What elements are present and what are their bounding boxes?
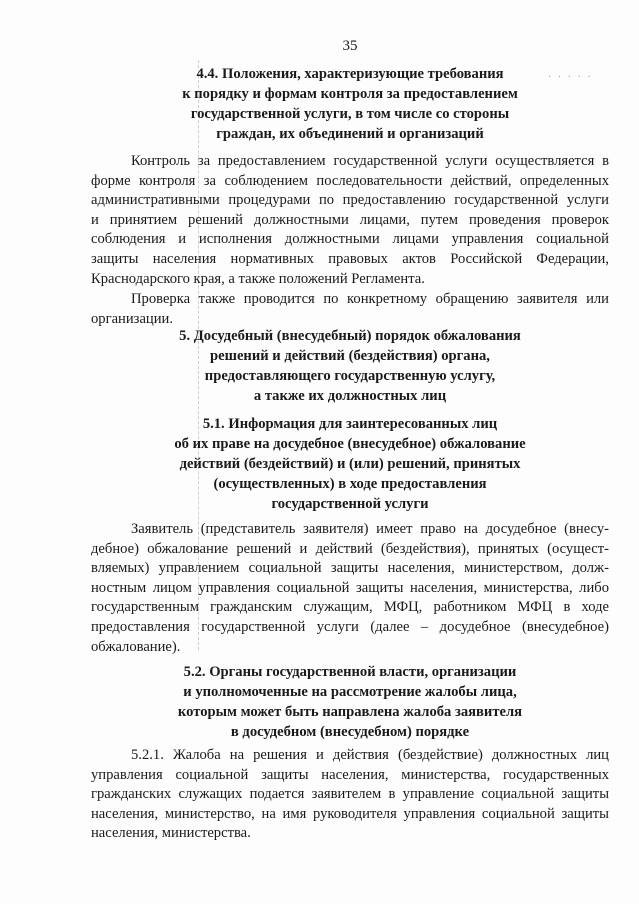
paragraph-line: защиты населения нормативных правовых актов Российской Федерации, <box>91 250 609 267</box>
paragraph-line: дебное) обжалование решений и действий (бездействия), принятых (осущест- <box>91 540 609 557</box>
paragraph-line: гражданских служащих подается заявителем в управление социальной защиты <box>91 786 609 803</box>
paragraph-line: государственным гражданским служащим, МФЦ, работником МФЦ в ходе <box>91 599 609 616</box>
heading-line: (осуществленных) в ходе предоставления <box>213 476 487 492</box>
page-number: 35 <box>342 38 358 54</box>
paragraph-line: Заявитель (представитель заявителя) имеет право на досудебное (внесу- <box>131 521 609 537</box>
heading-line: граждан, их объединений и организаций <box>216 126 484 142</box>
paragraph-line: населения, министерства. <box>91 825 251 842</box>
heading-line: а также их должностных лиц <box>253 388 447 404</box>
section-4-4-paragraph-2 <box>91 290 609 329</box>
paragraph-line: вляемых) управлением социальной защиты населения, министерством, долж- <box>91 560 609 577</box>
paragraph-line: ностным лицом управления социальной защиты населения, министерства, либо <box>91 579 609 596</box>
paragraph-line: Контроль за предоставлением государственной услуги осуществляется в <box>131 153 609 169</box>
heading-line: об их праве на досудебное (внесудебное) обжалование <box>174 436 526 452</box>
heading-line: к порядку и формам контроля за предоставлением <box>182 86 518 102</box>
paragraph-line: управления социальной защиты населения, министерства, государственных <box>91 766 609 783</box>
heading-line: 5.2. Органы государственной власти, организации <box>183 664 517 680</box>
paragraph-line: и принятием решений должностными лицами, путем проведения проверок <box>91 211 609 228</box>
section-5-1-heading <box>91 414 609 514</box>
paragraph-line: Краснодарского края, а также положений Регламента. <box>91 270 425 287</box>
section-5-2-heading <box>91 662 609 742</box>
heading-line: государственной услуги <box>271 496 429 512</box>
paragraph-line: предоставления государственной услуги (далее – досудебное (внесудебное) <box>91 618 609 635</box>
heading-line: государственной услуги, в том числе со стороны <box>190 106 510 122</box>
section-5-heading <box>91 326 609 406</box>
paragraph-line: обжалование). <box>91 638 181 655</box>
heading-line: и уполномоченные на рассмотрение жалобы лица, <box>183 684 517 700</box>
section-4-4-heading <box>91 64 609 144</box>
paragraph-line: административными процедурами по предоставлению государственной услуги <box>91 192 609 209</box>
heading-line: которым может быть направлена жалоба заявителя <box>177 704 523 720</box>
heading-line: решений и действий (бездействия) органа, <box>210 348 490 364</box>
paragraph-line: форме контроля за соблюдением последовательности действий, определенных <box>91 172 609 189</box>
section-4-4-paragraph-1 <box>91 152 609 289</box>
heading-line: предоставляющего государственную услугу, <box>204 368 496 384</box>
heading-line: 4.4. Положения, характеризующие требования <box>196 66 504 82</box>
heading-line: 5.1. Информация для заинтересованных лиц <box>202 416 498 432</box>
heading-line: 5. Досудебный (внесудебный) порядок обжалования <box>179 328 521 344</box>
paragraph-line: Проверка также проводится по конкретному обращению заявителя или <box>131 291 609 307</box>
heading-line: действий (бездействий) и (или) решений, принятых <box>179 456 521 472</box>
paragraph-line: организации. <box>91 310 173 327</box>
section-5-1-paragraph <box>91 520 609 657</box>
paragraph-line: 5.2.1. Жалоба на решения и действия (бездействие) должностных лиц <box>131 747 609 763</box>
heading-line: в досудебном (внесудебном) порядке <box>230 724 470 740</box>
paragraph-line: населения, министерство, на имя руководителя управления социальной защиты <box>91 805 609 822</box>
scan-artifact-dots: · · · · · <box>548 72 593 83</box>
paragraph-line: соблюдения и исполнения должностными лицами управления социальной <box>91 231 609 248</box>
section-5-2-paragraph <box>91 746 609 844</box>
